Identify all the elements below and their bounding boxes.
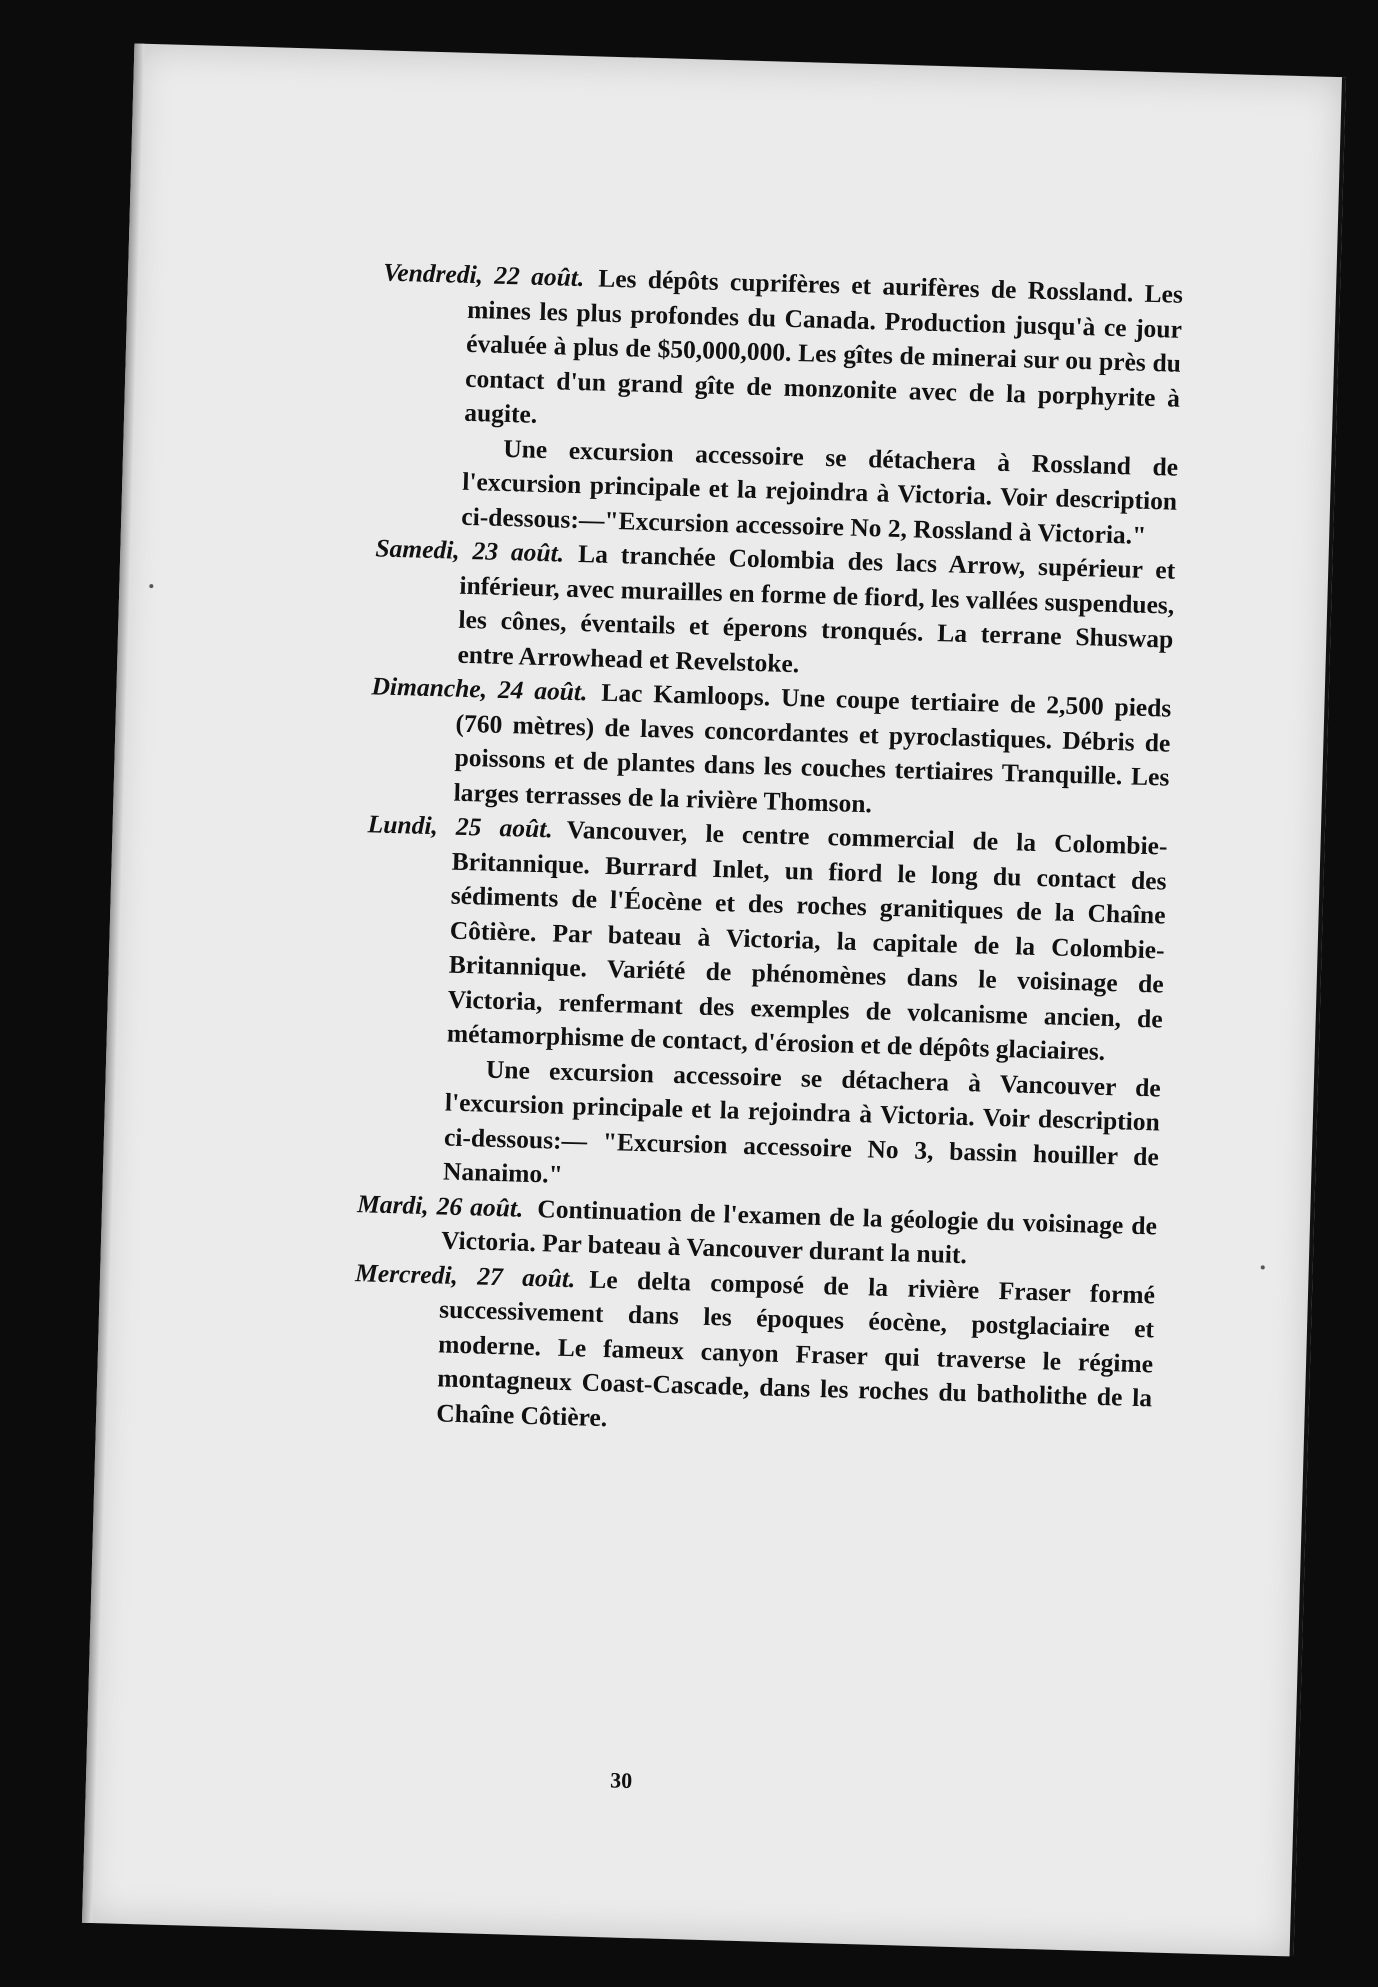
entry-mercredi [351, 1256, 1156, 1451]
page-edge [1290, 77, 1346, 1956]
entry-text: Lac Kamloops. Une coupe tertiaire de 2,500 pieds (760 mètres) de laves concordantes et pyroclastiques. Débris de poissons et de plantes dans les couches tertiaires Tranquille. Les larges terrasses de la rivière Thomson. [453, 677, 1172, 818]
entry-text: Vancouver, le centre commercial de la Colombie-Britannique. Burrard Inlet, un fiord le long du contact des sédiments de l'Éocène et des roches granitiques de la Chaîne Côtière. Par bateau à Victoria, la capitale de la Colombie-Britannique. Variété de phénomènes dans le voisinage de Victoria, renfermant des exemples de volcanisme ancien, de métamorphisme de contact, d'érosion et de dépôts glaciaires. [446, 814, 1168, 1066]
entry-lundi [358, 807, 1168, 1209]
entry-paragraph [368, 669, 1172, 829]
entry-dimanche [368, 669, 1172, 829]
entry-text: Le delta composé de la rivière Fraser formé successivement dans les époques éocène, postglaciaire et moderne. Le fameux canyon Fraser qui traverse le régime montagneux Coast-Cascade, dans les roches du batholithe de la Chaîne Côtière. [435, 1264, 1156, 1432]
entry-date: Mercredi, 27 août. [354, 1257, 576, 1293]
page-number: 30 [609, 1767, 633, 1794]
entry-paragraph [351, 1256, 1156, 1451]
entry-text: La tranchée Colombia des lacs Arrow, supérieur et inférieur, avec murailles en forme de fiord, les vallées suspendues, les cônes, éventails et éperons tronqués. La terrane Shuswap entre Arrowhead et Revelstoke. [457, 539, 1176, 678]
entry-date: Mardi, 26 août. [356, 1188, 524, 1223]
entry-date: Dimanche, 24 août. [371, 671, 588, 707]
entry-date: Lundi, 25 août. [367, 809, 554, 844]
entry-samedi [372, 531, 1176, 691]
entry-date: Samedi, 23 août. [375, 533, 565, 568]
book-page [82, 43, 1346, 1956]
entry-follow-paragraph: Une excursion accessoire se détachera à Vancouver de l'excursion principale et la rejoindra à Victoria. Voir description ci-dessous:— "Excursion accessoire No 3, bassin houiller de Nanaimo." [442, 1054, 1162, 1189]
entry-paragraph [379, 255, 1184, 450]
entry-paragraph [362, 807, 1168, 1071]
dust-speck [1261, 1265, 1265, 1269]
entry-text: Continuation de l'examen de la géologie du voisinage de Victoria. Par bateau à Vancouver durant la nuit. [440, 1193, 1158, 1270]
entry-follow-paragraph: Une excursion accessoire se détachera à Rossland de l'excursion principale et la rejoindra à Victoria. Voir description ci-dessous:—"Excursion accessoire No 2, Rossland à Victoria." [461, 433, 1179, 550]
entry-date: Vendredi, 22 août. [382, 257, 585, 293]
entry-text: Les dépôts cuprifères et aurifères de Rossland. Les mines les plus profondes du Canada. Production jusqu'à ce jour évaluée à plus de $50,000,000. Les gîtes de minerai sur ou près du contact d'un grand gîte de monzonite avec de la porphyrite à augite. [463, 263, 1184, 429]
entry-paragraph [372, 531, 1176, 691]
itinerary-text [351, 255, 1183, 1450]
entry-vendredi [376, 255, 1183, 553]
page-spine [82, 43, 144, 1923]
dust-speck [149, 584, 153, 588]
